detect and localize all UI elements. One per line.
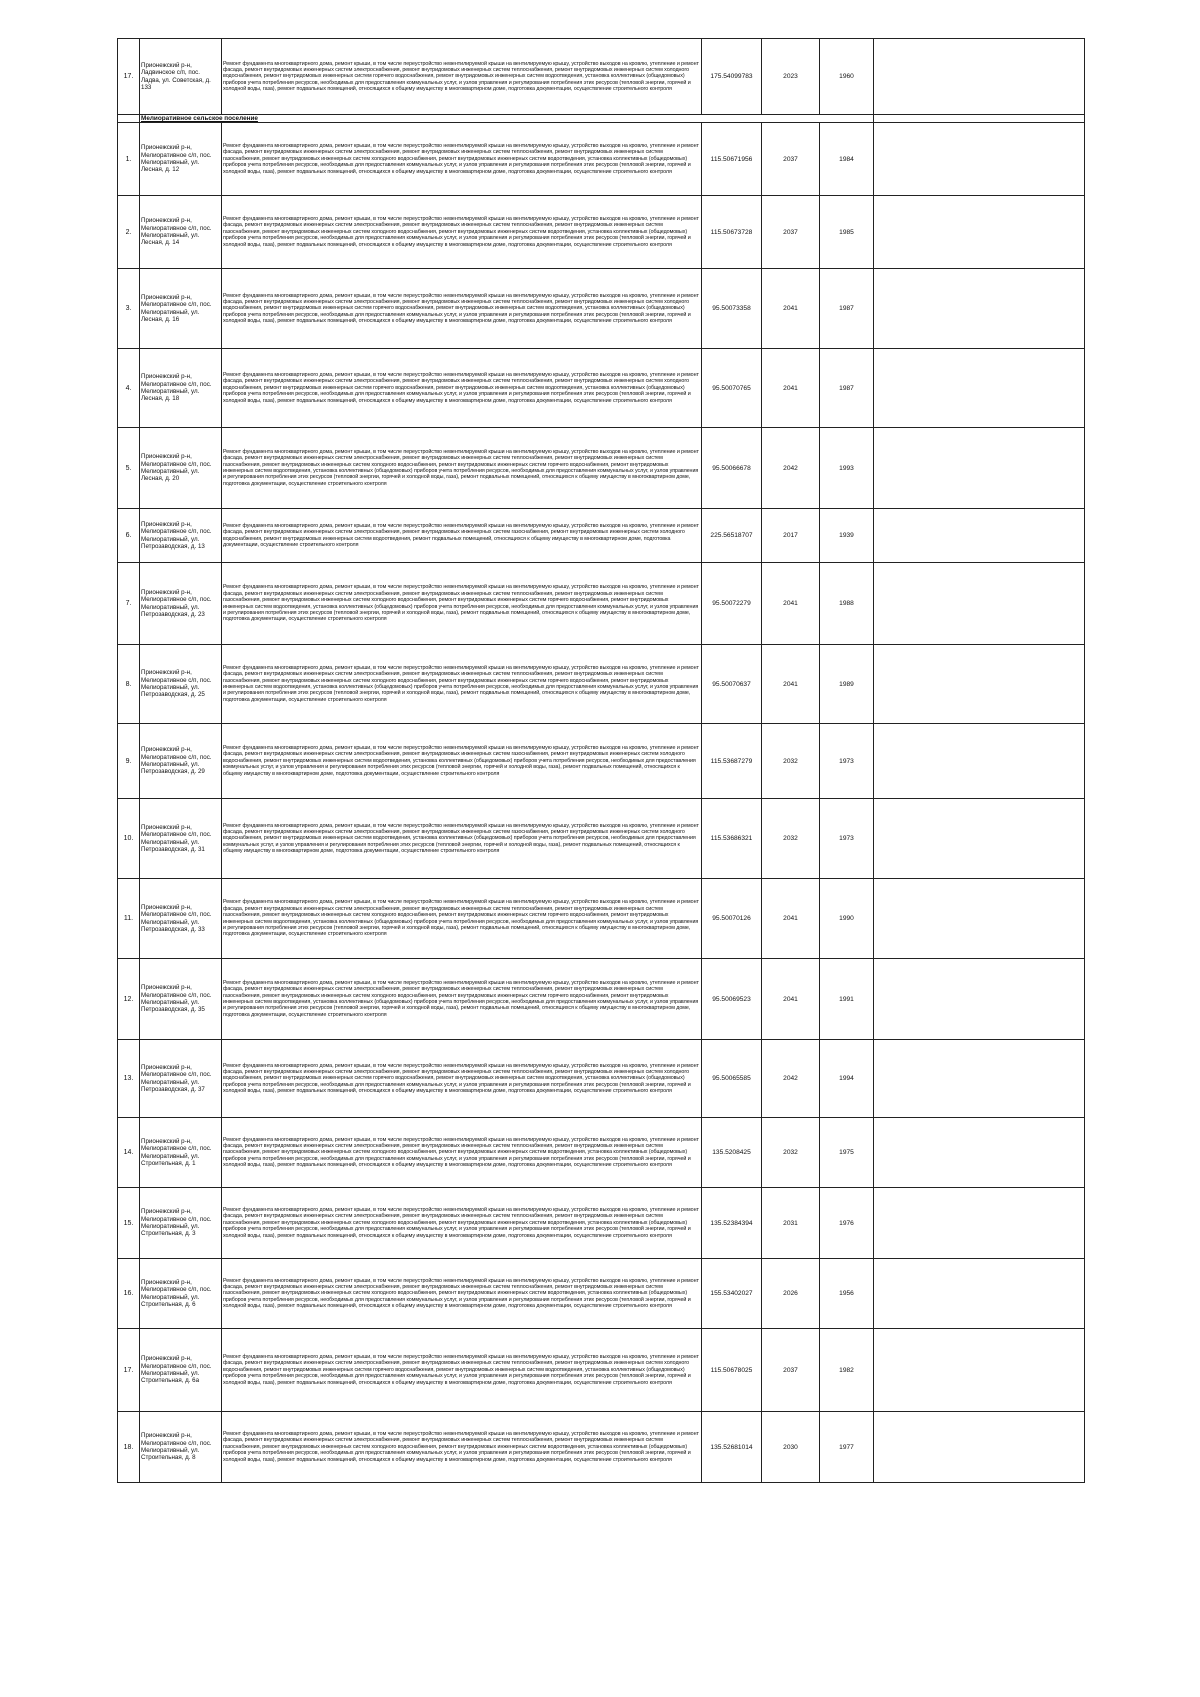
- empty-cell: [874, 196, 1085, 269]
- built-year-cell: 1984: [820, 123, 874, 196]
- works-cell: Ремонт фундамента многоквартирного дома, ремонт крыши, в том числе переустройство невентилируемой крыши на вентилируемую крышу, устройство выходов на кровлю, утепление и ремонт фасада, ремонт внутридомовых инженерных систем электроснабжения, ремонт внутридомовых инженерных систем газоснабжения, ремонт внутридомовых инженерных систем холодного водоснабжения, ремонт внутридомовых инженерных систем водоотведения, ремонт подвальных помещений, относящихся к общему имуществу в многоквартирном доме, подготовка документации, осуществление строительного контроля: [222, 509, 702, 563]
- row-number: 9.: [118, 724, 140, 799]
- works-cell: Ремонт фундамента многоквартирного дома, ремонт крыши, в том числе переустройство невентилируемой крыши на вентилируемую крышу, устройство выходов на кровлю, утепление и ремонт фасада, ремонт внутридомовых инженерных систем электроснабжения, ремонт внутридомовых инженерных систем теплоснабжения, ремонт внутридомовых инженерных систем холодного водоснабжения, ремонт внутридомовых инженерных систем горячего водоснабжения, ремонт внутридомовых инженерных систем водоотведения, установка коллективных (общедомовых) приборов учета потребления ресурсов, необходимых для предоставления коммунальных услуг, и узлов управления и регулирования потребления этих ресурсов (тепловой энергии, горячей и холодной воды, газа), ремонт подвальных помещений, относящихся к общему имуществу в многоквартирном доме, подготовка документации, осуществление строительного контроля: [222, 269, 702, 349]
- empty-cell: [874, 563, 1085, 645]
- row-number: 3.: [118, 269, 140, 349]
- empty-cell: [874, 799, 1085, 879]
- empty-cell: [874, 879, 1085, 959]
- year-cell: 2030: [762, 1412, 820, 1483]
- address-cell: Прионежский р-н, Мелиоративное с/п, пос. Мелиоративный, ул. Строительная, д. 6а: [140, 1329, 222, 1412]
- address-cell: Прионежский р-н, Мелиоративное с/п, пос. Мелиоративный, ул. Лесная, д. 16: [140, 269, 222, 349]
- empty-cell: [118, 115, 140, 123]
- year-cell: 2041: [762, 959, 820, 1040]
- cost-cell: 95.50070126: [702, 879, 762, 959]
- cost-cell: 155.53402027: [702, 1259, 762, 1329]
- cost-cell: 95.50065585: [702, 1040, 762, 1118]
- year-cell: 2026: [762, 1259, 820, 1329]
- empty-cell: [874, 349, 1085, 428]
- row-number: 8.: [118, 645, 140, 724]
- year-cell: 2037: [762, 196, 820, 269]
- year-cell: 2031: [762, 1188, 820, 1259]
- built-year-cell: 1973: [820, 724, 874, 799]
- cost-cell: 115.50678025: [702, 1329, 762, 1412]
- cost-cell: 135.5208425: [702, 1118, 762, 1188]
- works-cell: Ремонт фундамента многоквартирного дома, ремонт крыши, в том числе переустройство невентилируемой крыши на вентилируемую крышу, устройство выходов на кровлю, утепление и ремонт фасада, ремонт внутридомовых инженерных систем электроснабжения, ремонт внутридомовых инженерных систем теплоснабжения, ремонт внутридомовых инженерных систем газоснабжения, ремонт внутридомовых инженерных систем холодного водоснабжения, ремонт внутридомовых инженерных систем водоотведения, установка коллективных (общедомовых) приборов учета потребления ресурсов, необходимых для предоставления коммунальных услуг, и узлов управления и регулирования потребления этих ресурсов (тепловой энергии, горячей и холодной воды, газа), ремонт подвальных помещений, относящихся к общему имуществу в многоквартирном доме, подготовка документации, осуществление строительного контроля: [222, 123, 702, 196]
- works-cell: Ремонт фундамента многоквартирного дома, ремонт крыши, в том числе переустройство невентилируемой крыши на вентилируемую крышу, устройство выходов на кровлю, утепление и ремонт фасада, ремонт внутридомовых инженерных систем электроснабжения, ремонт внутридомовых инженерных систем теплоснабжения, ремонт внутридомовых инженерных систем газоснабжения, ремонт внутридомовых инженерных систем холодного водоснабжения, ремонт внутридомовых инженерных систем горячего водоснабжения, ремонт внутридомовых инженерных систем водоотведения, установка коллективных (общедомовых) приборов учета потребления ресурсов, необходимых для предоставления коммунальных услуг, и узлов управления и регулирования потребления этих ресурсов (тепловой энергии, горячей и холодной воды, газа), ремонт подвальных помещений, относящихся к общему имуществу в многоквартирном доме, подготовка документации, осуществление строительного контроля: [222, 563, 702, 645]
- works-cell: Ремонт фундамента многоквартирного дома, ремонт крыши, в том числе переустройство невентилируемой крыши на вентилируемую крышу, устройство выходов на кровлю, утепление и ремонт фасада, ремонт внутридомовых инженерных систем электроснабжения, ремонт внутридомовых инженерных систем газоснабжения, ремонт внутридомовых инженерных систем холодного водоснабжения, ремонт внутридомовых инженерных систем водоотведения, установка коллективных (общедомовых) приборов учета потребления ресурсов, необходимых для предоставления коммунальных услуг, и узлов управления и регулирования потребления этих ресурсов (тепловой энергии, горячей и холодной воды, газа), ремонт подвальных помещений, относящихся к общему имуществу в многоквартирном доме, подготовка документации, осуществление строительного контроля: [222, 724, 702, 799]
- empty-cell: [874, 1188, 1085, 1259]
- table-row: [118, 724, 1085, 799]
- address-cell: Прионежский р-н, Мелиоративное с/п, пос. Мелиоративный, ул. Петрозаводская, д. 23: [140, 563, 222, 645]
- empty-cell: [874, 1040, 1085, 1118]
- row-number: 5.: [118, 428, 140, 509]
- empty-cell: [874, 1329, 1085, 1412]
- row-number: 1.: [118, 123, 140, 196]
- works-cell: Ремонт фундамента многоквартирного дома, ремонт крыши, в том числе переустройство невентилируемой крыши на вентилируемую крышу, устройство выходов на кровлю, утепление и ремонт фасада, ремонт внутридомовых инженерных систем электроснабжения, ремонт внутридомовых инженерных систем теплоснабжения, ремонт внутридомовых инженерных систем холодного водоснабжения, ремонт внутридомовых инженерных систем горячего водоснабжения, ремонт внутридомовых инженерных систем водоотведения, установка коллективных (общедомовых) приборов учета потребления ресурсов, необходимых для предоставления коммунальных услуг, и узлов управления и регулирования потребления этих ресурсов (тепловой энергии, горячей и холодной воды, газа), ремонт подвальных помещений, относящихся к общему имуществу в многоквартирном доме, подготовка документации, осуществление строительного контроля: [222, 39, 702, 115]
- table-row: [118, 428, 1085, 509]
- table-row: [118, 645, 1085, 724]
- address-cell: Прионежский р-н, Мелиоративное с/п, пос. Мелиоративный, ул. Петрозаводская, д. 37: [140, 1040, 222, 1118]
- table-row: [118, 123, 1085, 196]
- table-row: [118, 39, 1085, 115]
- section-row: [118, 115, 1085, 123]
- built-year-cell: 1960: [820, 39, 874, 115]
- row-number: 10.: [118, 799, 140, 879]
- built-year-cell: 1987: [820, 269, 874, 349]
- year-cell: 2017: [762, 509, 820, 563]
- cost-cell: 175.54099783: [702, 39, 762, 115]
- built-year-cell: 1956: [820, 1259, 874, 1329]
- table-row: [118, 879, 1085, 959]
- year-cell: 2041: [762, 269, 820, 349]
- address-cell: Прионежский р-н, Мелиоративное с/п, пос. Мелиоративный, ул. Петрозаводская, д. 35: [140, 959, 222, 1040]
- capital-repair-table: [117, 38, 1085, 1483]
- year-cell: 2037: [762, 1329, 820, 1412]
- cost-cell: 95.50069523: [702, 959, 762, 1040]
- table-row: [118, 1188, 1085, 1259]
- works-cell: Ремонт фундамента многоквартирного дома, ремонт крыши, в том числе переустройство невентилируемой крыши на вентилируемую крышу, устройство выходов на кровлю, утепление и ремонт фасада, ремонт внутридомовых инженерных систем электроснабжения, ремонт внутридомовых инженерных систем теплоснабжения, ремонт внутридомовых инженерных систем газоснабжения, ремонт внутридомовых инженерных систем холодного водоснабжения, ремонт внутридомовых инженерных систем водоотведения, установка коллективных (общедомовых) приборов учета потребления ресурсов, необходимых для предоставления коммунальных услуг, и узлов управления и регулирования потребления этих ресурсов (тепловой энергии, горячей и холодной воды, газа), ремонт подвальных помещений, относящихся к общему имуществу в многоквартирном доме, подготовка документации, осуществление строительного контроля: [222, 1259, 702, 1329]
- table-row: [118, 959, 1085, 1040]
- table-row: [118, 799, 1085, 879]
- built-year-cell: 1976: [820, 1188, 874, 1259]
- row-number: 7.: [118, 563, 140, 645]
- year-cell: 2041: [762, 349, 820, 428]
- cost-cell: 115.53687279: [702, 724, 762, 799]
- year-cell: 2032: [762, 724, 820, 799]
- year-cell: 2023: [762, 39, 820, 115]
- empty-cell: [874, 123, 1085, 196]
- address-cell: Прионежский р-н, Ладвинское с/п, пос. Ладва, ул. Советская, д. 133: [140, 39, 222, 115]
- address-cell: Прионежский р-н, Мелиоративное с/п, пос. Мелиоративный, ул. Лесная, д. 12: [140, 123, 222, 196]
- row-number: 12.: [118, 959, 140, 1040]
- year-cell: 2032: [762, 799, 820, 879]
- address-cell: Прионежский р-н, Мелиоративное с/п, пос. Мелиоративный, ул. Строительная, д. 3: [140, 1188, 222, 1259]
- cost-cell: 135.52681014: [702, 1412, 762, 1483]
- works-cell: Ремонт фундамента многоквартирного дома, ремонт крыши, в том числе переустройство невентилируемой крыши на вентилируемую крышу, устройство выходов на кровлю, утепление и ремонт фасада, ремонт внутридомовых инженерных систем электроснабжения, ремонт внутридомовых инженерных систем теплоснабжения, ремонт внутридомовых инженерных систем газоснабжения, ремонт внутридомовых инженерных систем холодного водоснабжения, ремонт внутридомовых инженерных систем водоотведения, установка коллективных (общедомовых) приборов учета потребления ресурсов, необходимых для предоставления коммунальных услуг, и узлов управления и регулирования потребления этих ресурсов (тепловой энергии, горячей и холодной воды, газа), ремонт подвальных помещений, относящихся к общему имуществу в многоквартирном доме, подготовка документации, осуществление строительного контроля: [222, 1118, 702, 1188]
- works-cell: Ремонт фундамента многоквартирного дома, ремонт крыши, в том числе переустройство невентилируемой крыши на вентилируемую крышу, устройство выходов на кровлю, утепление и ремонт фасада, ремонт внутридомовых инженерных систем электроснабжения, ремонт внутридомовых инженерных систем теплоснабжения, ремонт внутридомовых инженерных систем холодного водоснабжения, ремонт внутридомовых инженерных систем горячего водоснабжения, ремонт внутридомовых инженерных систем водоотведения, установка коллективных (общедомовых) приборов учета потребления ресурсов, необходимых для предоставления коммунальных услуг, и узлов управления и регулирования потребления этих ресурсов (тепловой энергии, горячей и холодной воды, газа), ремонт подвальных помещений, относящихся к общему имуществу в многоквартирном доме, подготовка документации, осуществление строительного контроля: [222, 1040, 702, 1118]
- works-cell: Ремонт фундамента многоквартирного дома, ремонт крыши, в том числе переустройство невентилируемой крыши на вентилируемую крышу, устройство выходов на кровлю, утепление и ремонт фасада, ремонт внутридомовых инженерных систем электроснабжения, ремонт внутридомовых инженерных систем теплоснабжения, ремонт внутридомовых инженерных систем холодного водоснабжения, ремонт внутридомовых инженерных систем горячего водоснабжения, ремонт внутридомовых инженерных систем водоотведения, установка коллективных (общедомовых) приборов учета потребления ресурсов, необходимых для предоставления коммунальных услуг, и узлов управления и регулирования потребления этих ресурсов (тепловой энергии, горячей и холодной воды, газа), ремонт подвальных помещений, относящихся к общему имуществу в многоквартирном доме, подготовка документации, осуществление строительного контроля: [222, 1329, 702, 1412]
- row-number: 2.: [118, 196, 140, 269]
- row-number: 17.: [118, 39, 140, 115]
- works-cell: Ремонт фундамента многоквартирного дома, ремонт крыши, в том числе переустройство невентилируемой крыши на вентилируемую крышу, устройство выходов на кровлю, утепление и ремонт фасада, ремонт внутридомовых инженерных систем электроснабжения, ремонт внутридомовых инженерных систем теплоснабжения, ремонт внутридомовых инженерных систем газоснабжения, ремонт внутридомовых инженерных систем холодного водоснабжения, ремонт внутридомовых инженерных систем горячего водоснабжения, ремонт внутридомовых инженерных систем водоотведения, установка коллективных (общедомовых) приборов учета потребления ресурсов, необходимых для предоставления коммунальных услуг, и узлов управления и регулирования потребления этих ресурсов (тепловой энергии, горячей и холодной воды, газа), ремонт подвальных помещений, относящихся к общему имуществу в многоквартирном доме, подготовка документации, осуществление строительного контроля: [222, 879, 702, 959]
- address-cell: Прионежский р-н, Мелиоративное с/п, пос. Мелиоративный, ул. Строительная, д. 1: [140, 1118, 222, 1188]
- empty-cell: [874, 115, 1085, 123]
- built-year-cell: 1939: [820, 509, 874, 563]
- address-cell: Прионежский р-н, Мелиоративное с/п, пос. Мелиоративный, ул. Лесная, д. 18: [140, 349, 222, 428]
- works-cell: Ремонт фундамента многоквартирного дома, ремонт крыши, в том числе переустройство невентилируемой крыши на вентилируемую крышу, устройство выходов на кровлю, утепление и ремонт фасада, ремонт внутридомовых инженерных систем электроснабжения, ремонт внутридомовых инженерных систем газоснабжения, ремонт внутридомовых инженерных систем холодного водоснабжения, ремонт внутридомовых инженерных систем водоотведения, установка коллективных (общедомовых) приборов учета потребления ресурсов, необходимых для предоставления коммунальных услуг, и узлов управления и регулирования потребления этих ресурсов (тепловой энергии, горячей и холодной воды, газа), ремонт подвальных помещений, относящихся к общему имуществу в многоквартирном доме, подготовка документации, осуществление строительного контроля: [222, 799, 702, 879]
- table-body: [118, 39, 1085, 1483]
- works-cell: Ремонт фундамента многоквартирного дома, ремонт крыши, в том числе переустройство невентилируемой крыши на вентилируемую крышу, устройство выходов на кровлю, утепление и ремонт фасада, ремонт внутридомовых инженерных систем электроснабжения, ремонт внутридомовых инженерных систем теплоснабжения, ремонт внутридомовых инженерных систем газоснабжения, ремонт внутридомовых инженерных систем холодного водоснабжения, ремонт внутридомовых инженерных систем водоотведения, установка коллективных (общедомовых) приборов учета потребления ресурсов, необходимых для предоставления коммунальных услуг, и узлов управления и регулирования потребления этих ресурсов (тепловой энергии, горячей и холодной воды, газа), ремонт подвальных помещений, относящихся к общему имуществу в многоквартирном доме, подготовка документации, осуществление строительного контроля: [222, 1412, 702, 1483]
- year-cell: 2041: [762, 879, 820, 959]
- year-cell: 2042: [762, 1040, 820, 1118]
- cost-cell: 115.50671956: [702, 123, 762, 196]
- row-number: 4.: [118, 349, 140, 428]
- cost-cell: 95.50070765: [702, 349, 762, 428]
- built-year-cell: 1982: [820, 1329, 874, 1412]
- table-row: [118, 196, 1085, 269]
- row-number: 17.: [118, 1329, 140, 1412]
- cost-cell: 135.52384394: [702, 1188, 762, 1259]
- table-row: [118, 1259, 1085, 1329]
- row-number: 15.: [118, 1188, 140, 1259]
- table-row: [118, 1329, 1085, 1412]
- empty-cell: [874, 724, 1085, 799]
- table-row: [118, 509, 1085, 563]
- table-row: [118, 349, 1085, 428]
- empty-cell: [874, 645, 1085, 724]
- address-cell: Прионежский р-н, Мелиоративное с/п, пос. Мелиоративный, ул. Петрозаводская, д. 31: [140, 799, 222, 879]
- year-cell: 2041: [762, 563, 820, 645]
- cost-cell: 95.50070637: [702, 645, 762, 724]
- section-title: Мелиоративное сельское поселение: [140, 115, 874, 123]
- cost-cell: 225.56518707: [702, 509, 762, 563]
- built-year-cell: 1991: [820, 959, 874, 1040]
- built-year-cell: 1987: [820, 349, 874, 428]
- cost-cell: 95.50066678: [702, 428, 762, 509]
- table-row: [118, 1118, 1085, 1188]
- built-year-cell: 1977: [820, 1412, 874, 1483]
- works-cell: Ремонт фундамента многоквартирного дома, ремонт крыши, в том числе переустройство невентилируемой крыши на вентилируемую крышу, устройство выходов на кровлю, утепление и ремонт фасада, ремонт внутридомовых инженерных систем электроснабжения, ремонт внутридомовых инженерных систем теплоснабжения, ремонт внутридомовых инженерных систем газоснабжения, ремонт внутридомовых инженерных систем холодного водоснабжения, ремонт внутридомовых инженерных систем горячего водоснабжения, ремонт внутридомовых инженерных систем водоотведения, установка коллективных (общедомовых) приборов учета потребления ресурсов, необходимых для предоставления коммунальных услуг, и узлов управления и регулирования потребления этих ресурсов (тепловой энергии, горячей и холодной воды, газа), ремонт подвальных помещений, относящихся к общему имуществу в многоквартирном доме, подготовка документации, осуществление строительного контроля: [222, 428, 702, 509]
- built-year-cell: 1993: [820, 428, 874, 509]
- built-year-cell: 1973: [820, 799, 874, 879]
- built-year-cell: 1994: [820, 1040, 874, 1118]
- cost-cell: 95.50072279: [702, 563, 762, 645]
- address-cell: Прионежский р-н, Мелиоративное с/п, пос. Мелиоративный, ул. Петрозаводская, д. 29: [140, 724, 222, 799]
- address-cell: Прионежский р-н, Мелиоративное с/п, пос. Мелиоративный, ул. Строительная, д. 8: [140, 1412, 222, 1483]
- row-number: 18.: [118, 1412, 140, 1483]
- address-cell: Прионежский р-н, Мелиоративное с/п, пос. Мелиоративный, ул. Строительная, д. 6: [140, 1259, 222, 1329]
- works-cell: Ремонт фундамента многоквартирного дома, ремонт крыши, в том числе переустройство невентилируемой крыши на вентилируемую крышу, устройство выходов на кровлю, утепление и ремонт фасада, ремонт внутридомовых инженерных систем электроснабжения, ремонт внутридомовых инженерных систем теплоснабжения, ремонт внутридомовых инженерных систем газоснабжения, ремонт внутридомовых инженерных систем холодного водоснабжения, ремонт внутридомовых инженерных систем водоотведения, установка коллективных (общедомовых) приборов учета потребления ресурсов, необходимых для предоставления коммунальных услуг, и узлов управления и регулирования потребления этих ресурсов (тепловой энергии, горячей и холодной воды, газа), ремонт подвальных помещений, относящихся к общему имуществу в многоквартирном доме, подготовка документации, осуществление строительного контроля: [222, 1188, 702, 1259]
- address-cell: Прионежский р-н, Мелиоративное с/п, пос. Мелиоративный, ул. Петрозаводская, д. 25: [140, 645, 222, 724]
- empty-cell: [874, 269, 1085, 349]
- address-cell: Прионежский р-н, Мелиоративное с/п, пос. Мелиоративный, ул. Петрозаводская, д. 13: [140, 509, 222, 563]
- built-year-cell: 1990: [820, 879, 874, 959]
- built-year-cell: 1988: [820, 563, 874, 645]
- row-number: 14.: [118, 1118, 140, 1188]
- empty-cell: [874, 428, 1085, 509]
- cost-cell: 115.53686321: [702, 799, 762, 879]
- built-year-cell: 1989: [820, 645, 874, 724]
- year-cell: 2041: [762, 645, 820, 724]
- empty-cell: [874, 39, 1085, 115]
- year-cell: 2037: [762, 123, 820, 196]
- address-cell: Прионежский р-н, Мелиоративное с/п, пос. Мелиоративный, ул. Лесная, д. 20: [140, 428, 222, 509]
- year-cell: 2042: [762, 428, 820, 509]
- year-cell: 2032: [762, 1118, 820, 1188]
- address-cell: Прионежский р-н, Мелиоративное с/п, пос. Мелиоративный, ул. Петрозаводская, д. 33: [140, 879, 222, 959]
- cost-cell: 95.50073358: [702, 269, 762, 349]
- empty-cell: [874, 1412, 1085, 1483]
- empty-cell: [874, 1259, 1085, 1329]
- empty-cell: [874, 1118, 1085, 1188]
- table-row: [118, 563, 1085, 645]
- address-cell: Прионежский р-н, Мелиоративное с/п, пос. Мелиоративный, ул. Лесная, д. 14: [140, 196, 222, 269]
- works-cell: Ремонт фундамента многоквартирного дома, ремонт крыши, в том числе переустройство невентилируемой крыши на вентилируемую крышу, устройство выходов на кровлю, утепление и ремонт фасада, ремонт внутридомовых инженерных систем электроснабжения, ремонт внутридомовых инженерных систем теплоснабжения, ремонт внутридомовых инженерных систем газоснабжения, ремонт внутридомовых инженерных систем холодного водоснабжения, ремонт внутридомовых инженерных систем горячего водоснабжения, ремонт внутридомовых инженерных систем водоотведения, установка коллективных (общедомовых) приборов учета потребления ресурсов, необходимых для предоставления коммунальных услуг, и узлов управления и регулирования потребления этих ресурсов (тепловой энергии, горячей и холодной воды, газа), ремонт подвальных помещений, относящихся к общему имуществу в многоквартирном доме, подготовка документации, осуществление строительного контроля: [222, 645, 702, 724]
- table-row: [118, 1040, 1085, 1118]
- works-cell: Ремонт фундамента многоквартирного дома, ремонт крыши, в том числе переустройство невентилируемой крыши на вентилируемую крышу, устройство выходов на кровлю, утепление и ремонт фасада, ремонт внутридомовых инженерных систем электроснабжения, ремонт внутридомовых инженерных систем теплоснабжения, ремонт внутридомовых инженерных систем газоснабжения, ремонт внутридомовых инженерных систем холодного водоснабжения, ремонт внутридомовых инженерных систем водоотведения, установка коллективных (общедомовых) приборов учета потребления ресурсов, необходимых для предоставления коммунальных услуг, и узлов управления и регулирования потребления этих ресурсов (тепловой энергии, горячей и холодной воды, газа), ремонт подвальных помещений, относящихся к общему имуществу в многоквартирном доме, подготовка документации, осуществление строительного контроля: [222, 196, 702, 269]
- works-cell: Ремонт фундамента многоквартирного дома, ремонт крыши, в том числе переустройство невентилируемой крыши на вентилируемую крышу, устройство выходов на кровлю, утепление и ремонт фасада, ремонт внутридомовых инженерных систем электроснабжения, ремонт внутридомовых инженерных систем теплоснабжения, ремонт внутридомовых инженерных систем холодного водоснабжения, ремонт внутридомовых инженерных систем горячего водоснабжения, ремонт внутридомовых инженерных систем водоотведения, установка коллективных (общедомовых) приборов учета потребления ресурсов, необходимых для предоставления коммунальных услуг, и узлов управления и регулирования потребления этих ресурсов (тепловой энергии, горячей и холодной воды, газа), ремонт подвальных помещений, относящихся к общему имуществу в многоквартирном доме, подготовка документации, осуществление строительного контроля: [222, 349, 702, 428]
- built-year-cell: 1985: [820, 196, 874, 269]
- table-row: [118, 269, 1085, 349]
- built-year-cell: 1975: [820, 1118, 874, 1188]
- row-number: 16.: [118, 1259, 140, 1329]
- works-cell: Ремонт фундамента многоквартирного дома, ремонт крыши, в том числе переустройство невентилируемой крыши на вентилируемую крышу, устройство выходов на кровлю, утепление и ремонт фасада, ремонт внутридомовых инженерных систем электроснабжения, ремонт внутридомовых инженерных систем теплоснабжения, ремонт внутридомовых инженерных систем газоснабжения, ремонт внутридомовых инженерных систем холодного водоснабжения, ремонт внутридомовых инженерных систем горячего водоснабжения, ремонт внутридомовых инженерных систем водоотведения, установка коллективных (общедомовых) приборов учета потребления ресурсов, необходимых для предоставления коммунальных услуг, и узлов управления и регулирования потребления этих ресурсов (тепловой энергии, горячей и холодной воды, газа), ремонт подвальных помещений, относящихся к общему имуществу в многоквартирном доме, подготовка документации, осуществление строительного контроля: [222, 959, 702, 1040]
- table-row: [118, 1412, 1085, 1483]
- empty-cell: [874, 509, 1085, 563]
- row-number: 13.: [118, 1040, 140, 1118]
- row-number: 6.: [118, 509, 140, 563]
- row-number: 11.: [118, 879, 140, 959]
- cost-cell: 115.50673728: [702, 196, 762, 269]
- empty-cell: [874, 959, 1085, 1040]
